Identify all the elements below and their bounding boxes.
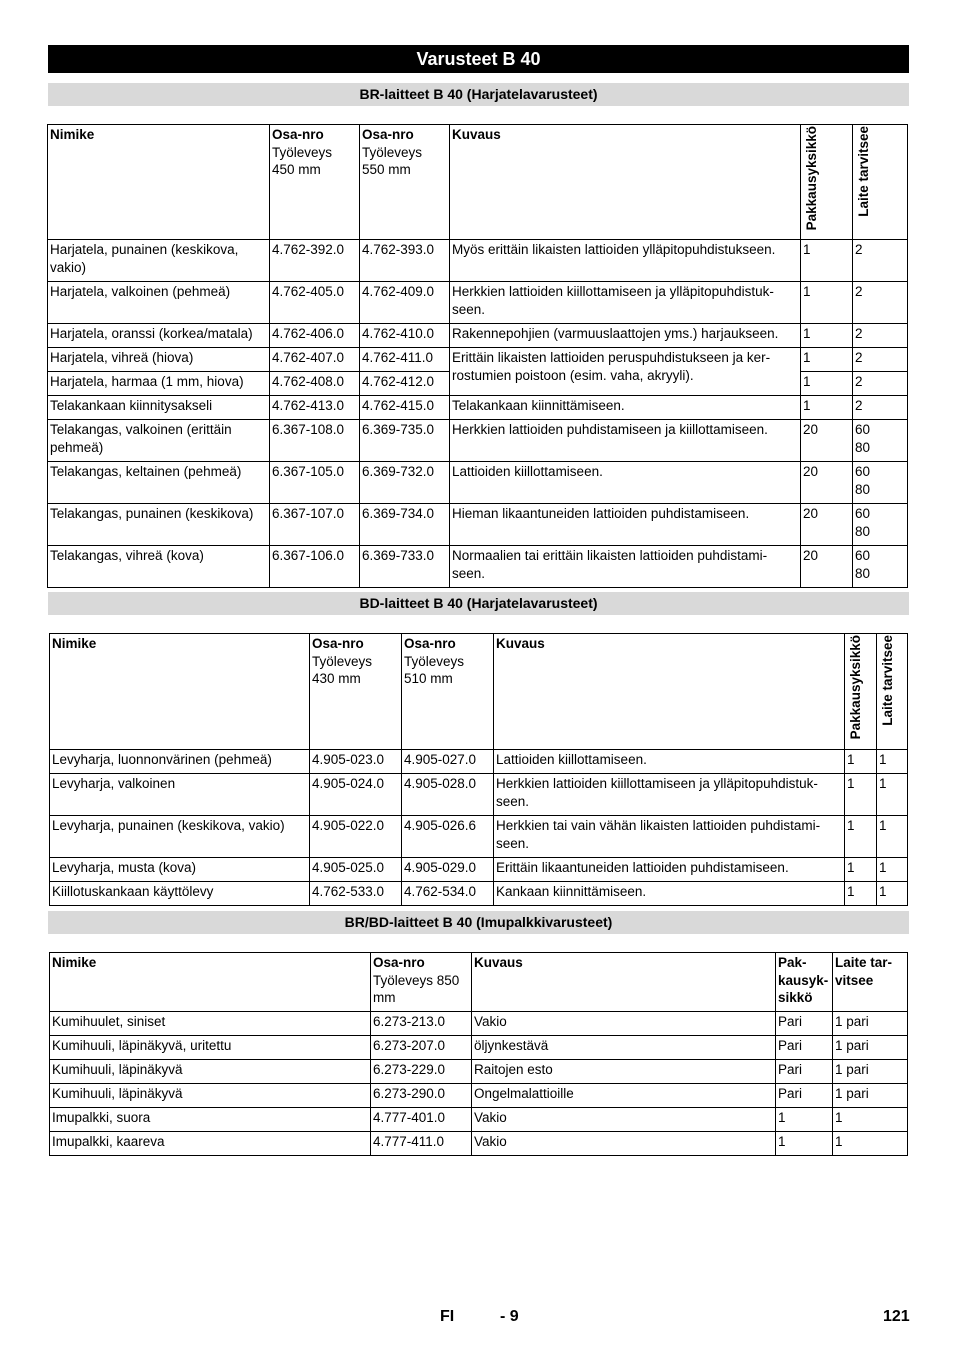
cell-part-510: 4.905-027.0 [402, 750, 494, 774]
cell-name: Harjatela, vihreä (hiova) [48, 348, 270, 372]
table-row [50, 774, 908, 816]
cell-needs: 2 [853, 396, 908, 420]
table-row [48, 420, 908, 462]
cell-part-430: 4.905-022.0 [310, 816, 402, 858]
cell-package: 1 [845, 816, 877, 858]
cell-part-450: 4.762-392.0 [270, 240, 360, 282]
cell-part-510: 4.905-026.6 [402, 816, 494, 858]
cell-name: Kiillotuskankaan käyttölevy [50, 882, 310, 906]
cell-description: Herkkien lattioiden kiillottamiseen ja ylläpitopuhdistuk- seen. [450, 282, 801, 324]
cell-description: Hieman likaantuneiden lattioiden puhdistamiseen. [450, 504, 801, 546]
page-title: Varusteet B 40 [48, 45, 909, 73]
cell-name: Telakangas, punainen (keskikova) [48, 504, 270, 546]
table-row [50, 750, 908, 774]
cell-part: 6.273-290.0 [371, 1084, 472, 1108]
cell-description: Erittäin likaisten lattioiden peruspuhdistukseen ja ker- rostumien poistoon (esim. vaha, akryyli). [450, 348, 801, 396]
cell-description: Vakio [472, 1108, 776, 1132]
header-width-550: Työleveys 550 mm [362, 144, 423, 177]
table-row [50, 816, 908, 858]
table-row [50, 1012, 908, 1036]
cell-package: 1 [801, 396, 853, 420]
cell-part: 6.273-213.0 [371, 1012, 472, 1036]
header-name: Nimike [50, 634, 310, 750]
cell-description: Erittäin likaantuneiden lattioiden puhdistamiseen. [494, 858, 845, 882]
cell-name: Harjatela, harmaa (1 mm, hiova) [48, 372, 270, 396]
cell-needs: 1 pari [833, 1060, 908, 1084]
header-name: Nimike [50, 953, 371, 1012]
cell-name: Harjatela, oranssi (korkea/matala) [48, 324, 270, 348]
table-row [50, 1132, 908, 1156]
header-description: Kuvaus [472, 953, 776, 1012]
cell-needs: 1 [877, 858, 908, 882]
cell-package: 1 [776, 1132, 833, 1156]
cell-part-550: 4.762-410.0 [360, 324, 450, 348]
cell-part-450: 4.762-405.0 [270, 282, 360, 324]
cell-part-550: 4.762-393.0 [360, 240, 450, 282]
cell-description: Lattioiden kiillottamiseen. [450, 462, 801, 504]
cell-name: Kumihuuli, läpinäkyvä [50, 1060, 371, 1084]
header-name: Nimike [48, 125, 270, 240]
header-width-450: Työleveys 450 mm [272, 144, 333, 177]
cell-description: Myös erittäin likaisten lattioiden ylläpitopuhdistukseen. [450, 240, 801, 282]
table-row [48, 396, 908, 420]
cell-name: Harjatela, punainen (keskikova, vakio) [48, 240, 270, 282]
header-part-450: Osa-nro Työleveys 450 mm [270, 125, 360, 240]
cell-description: Herkkien lattioiden puhdistamiseen ja kiillottamiseen. [450, 420, 801, 462]
cell-description: Ongelmalattioille [472, 1084, 776, 1108]
cell-part-430: 4.905-024.0 [310, 774, 402, 816]
header-package-unit: Pak- kausyk- sikkö [776, 953, 833, 1012]
cell-description: Herkkien lattioiden kiillottamiseen ja ylläpitopuhdistuk- seen. [494, 774, 845, 816]
cell-part: 4.777-401.0 [371, 1108, 472, 1132]
cell-package: 1 [776, 1108, 833, 1132]
cell-needs: 1 [877, 774, 908, 816]
cell-name: Levyharja, musta (kova) [50, 858, 310, 882]
cell-package: 1 [801, 348, 853, 372]
footer-page-number: 121 [883, 1308, 910, 1325]
table-row [50, 882, 908, 906]
table-row [48, 282, 908, 324]
cell-package: 1 [845, 858, 877, 882]
cell-description: Normaalien tai erittäin likaisten lattioiden puhdistami- seen. [450, 546, 801, 588]
cell-package: 1 [801, 324, 853, 348]
cell-name: Kumihuulet, siniset [50, 1012, 371, 1036]
cell-part-550: 4.762-411.0 [360, 348, 450, 372]
cell-package: Pari [776, 1036, 833, 1060]
cell-needs: 60 80 [853, 462, 908, 504]
cell-needs: 1 pari [833, 1012, 908, 1036]
footer-language: FI [440, 1308, 455, 1325]
cell-needs: 1 [877, 882, 908, 906]
cell-part-550: 4.762-412.0 [360, 372, 450, 396]
cell-part-450: 4.762-407.0 [270, 348, 360, 372]
cell-part-550: 6.369-734.0 [360, 504, 450, 546]
table-bd [49, 633, 908, 906]
cell-part-450: 4.762-408.0 [270, 372, 360, 396]
cell-part: 4.777-411.0 [371, 1132, 472, 1156]
cell-package: 1 [845, 774, 877, 816]
cell-needs: 2 [853, 240, 908, 282]
cell-part-510: 4.905-029.0 [402, 858, 494, 882]
cell-description: Herkkien tai vain vähän likaisten lattioiden puhdistami- seen. [494, 816, 845, 858]
table-brbd [49, 952, 908, 1156]
cell-package: 20 [801, 462, 853, 504]
cell-part-550: 4.762-415.0 [360, 396, 450, 420]
header-package-unit: Pakkausyksikkö [845, 634, 877, 750]
header-device-needs: Laite tar- vitsee [833, 953, 908, 1012]
table-row [50, 858, 908, 882]
cell-package: 1 [801, 282, 853, 324]
cell-name: Kumihuuli, läpinäkyvä, uritettu [50, 1036, 371, 1060]
cell-description: öljynkestävä [472, 1036, 776, 1060]
cell-part-550: 6.369-733.0 [360, 546, 450, 588]
cell-part-430: 4.905-025.0 [310, 858, 402, 882]
header-part-850: Osa-nro Työleveys 850 mm [371, 953, 472, 1012]
section-title-br: BR-laitteet B 40 (Harjatelavarusteet) [48, 83, 909, 106]
cell-needs: 60 80 [853, 420, 908, 462]
header-part-510: Osa-nro Työleveys 510 mm [402, 634, 494, 750]
cell-name: Imupalkki, suora [50, 1108, 371, 1132]
section-title-bd: BD-laitteet B 40 (Harjatelavarusteet) [48, 592, 909, 615]
header-package-unit: Pakkausyksikkö [801, 125, 853, 240]
cell-description: Rakennepohjien (varmuuslaattojen yms.) harjaukseen. [450, 324, 801, 348]
cell-package: Pari [776, 1060, 833, 1084]
cell-package: 1 [845, 750, 877, 774]
cell-package: 1 [801, 372, 853, 396]
cell-needs: 2 [853, 348, 908, 372]
cell-needs: 1 pari [833, 1084, 908, 1108]
cell-needs: 1 [833, 1108, 908, 1132]
cell-part-510: 4.905-028.0 [402, 774, 494, 816]
cell-needs: 2 [853, 372, 908, 396]
cell-package: 1 [845, 882, 877, 906]
cell-description: Telakankaan kiinnittämiseen. [450, 396, 801, 420]
cell-part-430: 4.762-533.0 [310, 882, 402, 906]
cell-package: 20 [801, 546, 853, 588]
table-row [50, 1036, 908, 1060]
header-description: Kuvaus [450, 125, 801, 240]
cell-part-450: 6.367-106.0 [270, 546, 360, 588]
cell-part-450: 6.367-108.0 [270, 420, 360, 462]
cell-needs: 2 [853, 324, 908, 348]
header-width-510: Työleveys 510 mm [404, 653, 465, 686]
cell-part-450: 6.367-105.0 [270, 462, 360, 504]
table-row [50, 1108, 908, 1132]
cell-name: Telakangas, valkoinen (erittäin pehmeä) [48, 420, 270, 462]
cell-part-550: 6.369-732.0 [360, 462, 450, 504]
cell-description: Raitojen esto [472, 1060, 776, 1084]
cell-name: Imupalkki, kaareva [50, 1132, 371, 1156]
cell-name: Telakankaan kiinnitysakseli [48, 396, 270, 420]
cell-description: Vakio [472, 1132, 776, 1156]
cell-name: Telakangas, keltainen (pehmeä) [48, 462, 270, 504]
cell-description: Vakio [472, 1012, 776, 1036]
header-device-needs: Laite tarvitsee [877, 634, 908, 750]
table-br [47, 124, 908, 588]
cell-needs: 1 [877, 750, 908, 774]
cell-part-510: 4.762-534.0 [402, 882, 494, 906]
cell-needs: 1 [833, 1132, 908, 1156]
table-row [50, 1084, 908, 1108]
header-part-430: Osa-nro Työleveys 430 mm [310, 634, 402, 750]
cell-package: Pari [776, 1084, 833, 1108]
cell-part-450: 4.762-406.0 [270, 324, 360, 348]
table-row [48, 240, 908, 282]
table-row [50, 1060, 908, 1084]
footer-section-number: - 9 [500, 1308, 519, 1325]
table-row [48, 504, 908, 546]
table-row [48, 546, 908, 588]
cell-package: Pari [776, 1012, 833, 1036]
cell-part: 6.273-229.0 [371, 1060, 472, 1084]
cell-part-550: 6.369-735.0 [360, 420, 450, 462]
table-row [48, 348, 908, 372]
cell-name: Telakangas, vihreä (kova) [48, 546, 270, 588]
header-device-needs: Laite tarvitsee [853, 125, 908, 240]
cell-package: 20 [801, 420, 853, 462]
cell-part: 6.273-207.0 [371, 1036, 472, 1060]
header-width-430: Työleveys 430 mm [312, 653, 373, 686]
cell-name: Kumihuuli, läpinäkyvä [50, 1084, 371, 1108]
header-part-550: Osa-nro Työleveys 550 mm [360, 125, 450, 240]
cell-part-550: 4.762-409.0 [360, 282, 450, 324]
cell-needs: 1 pari [833, 1036, 908, 1060]
cell-part-430: 4.905-023.0 [310, 750, 402, 774]
cell-name: Levyharja, luonnonvärinen (pehmeä) [50, 750, 310, 774]
cell-part-450: 4.762-413.0 [270, 396, 360, 420]
table-row [48, 324, 908, 348]
section-title-brbd: BR/BD-laitteet B 40 (Imupalkkivarusteet) [48, 911, 909, 934]
cell-needs: 60 80 [853, 504, 908, 546]
header-description: Kuvaus [494, 634, 845, 750]
cell-description: Lattioiden kiillottamiseen. [494, 750, 845, 774]
cell-name: Levyharja, valkoinen [50, 774, 310, 816]
cell-name: Levyharja, punainen (keskikova, vakio) [50, 816, 310, 858]
cell-needs: 60 80 [853, 546, 908, 588]
cell-package: 1 [801, 240, 853, 282]
cell-name: Harjatela, valkoinen (pehmeä) [48, 282, 270, 324]
cell-description: Kankaan kiinnittämiseen. [494, 882, 845, 906]
cell-needs: 2 [853, 282, 908, 324]
cell-needs: 1 [877, 816, 908, 858]
cell-package: 20 [801, 504, 853, 546]
cell-part-450: 6.367-107.0 [270, 504, 360, 546]
header-width-850: Työleveys 850 mm [373, 972, 460, 1005]
table-row [48, 462, 908, 504]
